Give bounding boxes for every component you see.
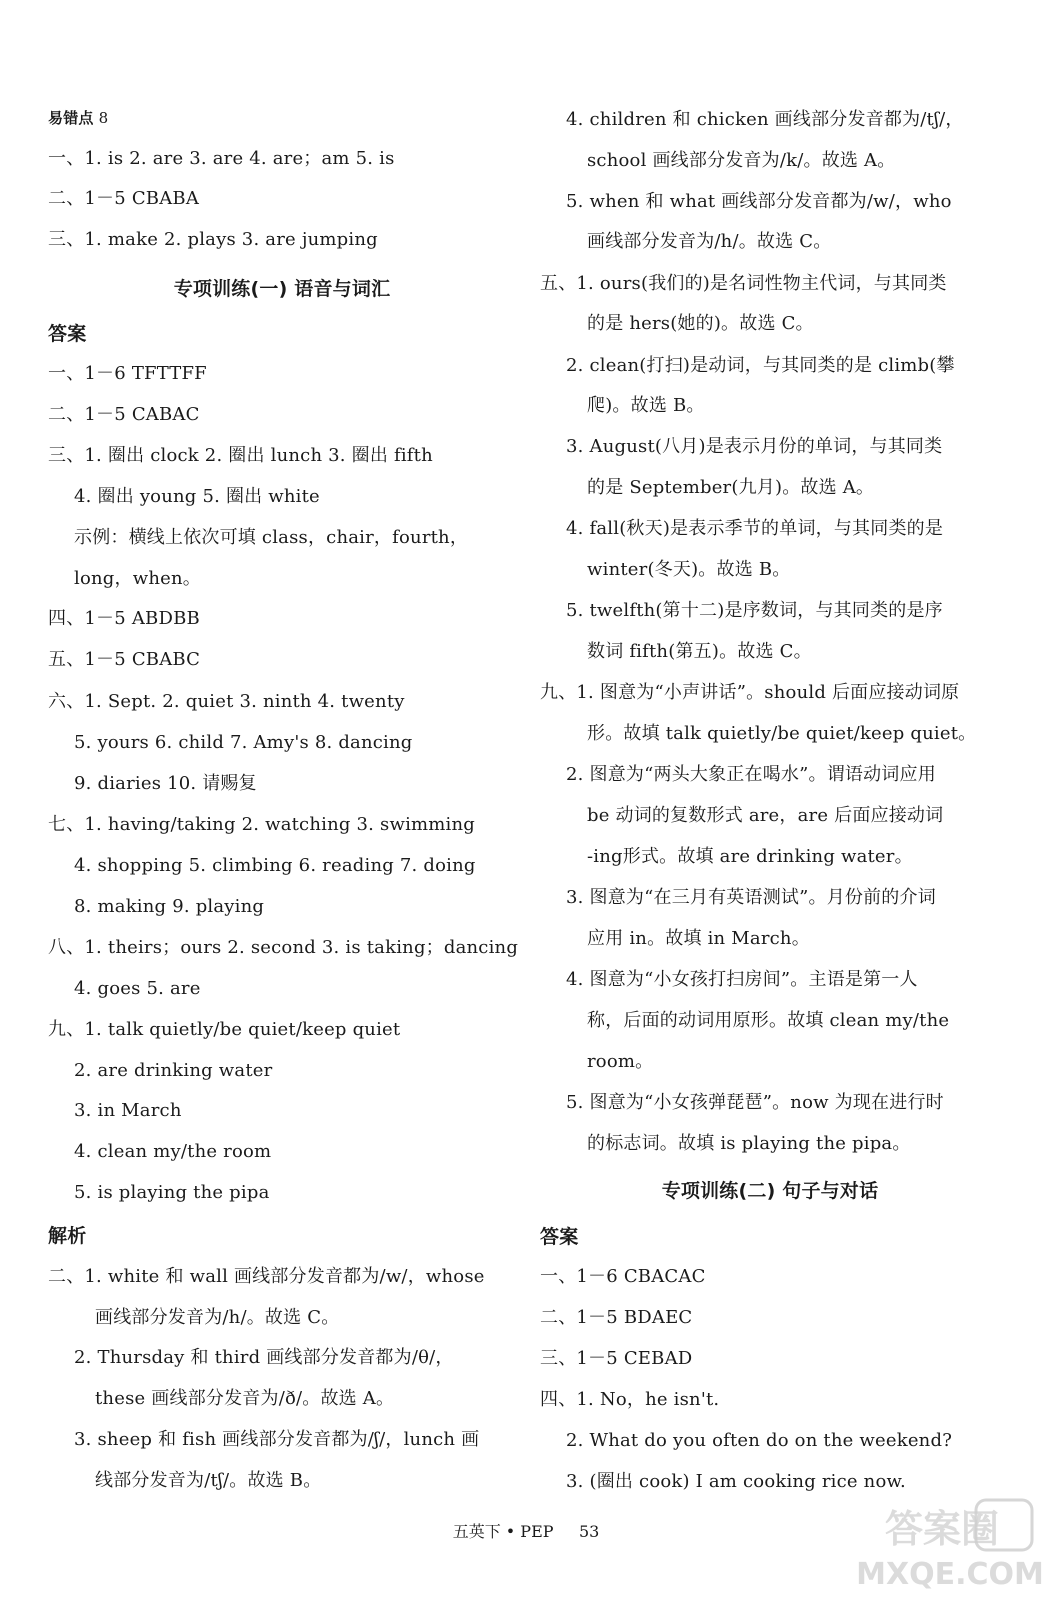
analysis-line: 爬)。故选 B。 (587, 395, 705, 416)
analysis-line: school 画线部分发音为/k/。故选 A。 (587, 150, 896, 171)
analysis-line: 5. twelfth(第十二)是序数词，与其同类的是序 (566, 600, 943, 621)
page-number: 53 (578, 1522, 600, 1541)
answer-line: long，when。 (74, 568, 201, 589)
analysis-line: 线部分发音为/tʃ/。故选 B。 (95, 1470, 322, 1491)
answer-line: 4. shopping 5. climbing 6. reading 7. doing (74, 855, 476, 876)
section-title-2: 专项训练(二) 句子与对话 (661, 1180, 879, 1202)
answer-line: 2. are drinking water (74, 1060, 273, 1081)
analysis-line: 九、1. 图意为“小声讲话”。should 后面应接动词原 (540, 682, 960, 703)
analysis-line: 4. fall(秋天)是表示季节的单词，与其同类的是 (566, 518, 944, 539)
answer-line: 4. clean my/the room (74, 1141, 272, 1162)
analysis-line: 3. 图意为“在三月有英语测试”。月份前的介词 (566, 887, 936, 908)
analysis-line: winter(冬天)。故选 B。 (587, 559, 791, 580)
analysis-line: 3. sheep 和 fish 画线部分发音都为/ʃ/，lunch 画 (74, 1429, 480, 1450)
analysis-label: 解析 (48, 1225, 87, 1247)
answer-line: 示例：横线上依次可填 class，chair，fourth， (74, 527, 469, 548)
watermark-logo (856, 1496, 1044, 1594)
analysis-line: 2. 图意为“两头大象正在喝水”。谓语动词应用 (566, 764, 936, 785)
answer-line: 4. 圈出 young 5. 圈出 white (74, 486, 320, 507)
answer-line: 3. in March (74, 1100, 182, 1121)
answer-line: 九、1. talk quietly/be quiet/keep quiet (48, 1019, 401, 1040)
analysis-line: 画线部分发音为/h/。故选 C。 (95, 1307, 340, 1328)
analysis-line: 数词 fifth(第五)。故选 C。 (587, 641, 812, 662)
analysis-line: -ing形式。故填 are drinking water。 (587, 846, 913, 867)
analysis-line: these 画线部分发音为/ð/。故选 A。 (95, 1388, 395, 1409)
answers-label: 答案 (48, 323, 87, 345)
analysis-line: 2. Thursday 和 third 画线部分发音都为/θ/， (74, 1347, 454, 1368)
answer-line: 二、1－5 BDAEC (540, 1307, 693, 1328)
answer-line: 二、1－5 CBABA (48, 188, 200, 209)
section-title-1: 专项训练(一) 语音与词汇 (173, 278, 391, 300)
answer-line: 3. (圈出 cook) I am cooking rice now. (566, 1471, 906, 1492)
analysis-line: 二、1. white 和 wall 画线部分发音都为/w/，whose (48, 1266, 485, 1287)
answer-line: 一、1. is 2. are 3. are 4. are；am 5. is (48, 148, 395, 169)
error-prone-note: 易错点 8 (48, 109, 109, 127)
answer-line: 2. What do you often do on the weekend? (566, 1430, 953, 1451)
answer-line: 八、1. theirs；ours 2. second 3. is taking；dancing (48, 937, 519, 958)
answer-line: 二、1－5 CABAC (48, 404, 200, 425)
analysis-line: 的标志词。故填 is playing the pipa。 (587, 1133, 911, 1154)
analysis-line: 的是 hers(她的)。故选 C。 (587, 313, 814, 334)
answer-line: 四、1. No，he isn't. (540, 1389, 720, 1410)
analysis-line: 的是 September(九月)。故选 A。 (587, 477, 875, 498)
answer-line: 9. diaries 10. 请赐复 (74, 773, 257, 794)
answer-line: 5. is playing the pipa (74, 1182, 270, 1203)
analysis-line: 4. children 和 chicken 画线部分发音都为/tʃ/， (566, 109, 964, 130)
answer-line: 一、1－6 TFTTFF (48, 363, 207, 384)
answer-line: 三、1. 圈出 clock 2. 圈出 lunch 3. 圈出 fifth (48, 445, 433, 466)
analysis-line: 5. 图意为“小女孩弹琵琶”。now 为现在进行时 (566, 1092, 944, 1113)
analysis-line: 2. clean(打扫)是动词，与其同类的是 climb(攀 (566, 355, 955, 376)
analysis-line: room。 (587, 1051, 654, 1072)
watermark-top-text: 答案圈 (884, 1507, 1000, 1551)
answer-line: 5. yours 6. child 7. Amy's 8. dancing (74, 732, 413, 753)
analysis-line: 5. when 和 what 画线部分发音都为/w/，who (566, 191, 952, 212)
answer-line: 六、1. Sept. 2. quiet 3. ninth 4. twenty (48, 691, 405, 712)
analysis-line: 称，后面的动词用原形。故填 clean my/the (587, 1010, 950, 1031)
analysis-line: 五、1. ours(我们的)是名词性物主代词，与其同类 (540, 273, 947, 294)
analysis-line: 4. 图意为“小女孩打扫房间”。主语是第一人 (566, 969, 918, 990)
analysis-line: be 动词的复数形式 are，are 后面应接动词 (587, 805, 944, 826)
analysis-line: 3. August(八月)是表示月份的单词，与其同类 (566, 436, 943, 457)
analysis-line: 画线部分发音为/h/。故选 C。 (587, 231, 832, 252)
book-label: 五英下 • PEP (452, 1522, 554, 1541)
watermark-bottom-text: MXQE.COM (856, 1557, 1044, 1592)
answer-line: 一、1－6 CBACAC (540, 1266, 706, 1287)
analysis-line: 形。故填 talk quietly/be quiet/keep quiet。 (587, 723, 977, 744)
answer-line: 8. making 9. playing (74, 896, 265, 917)
analysis-line: 应用 in。故填 in March。 (587, 928, 810, 949)
answer-line: 四、1－5 ABDBB (48, 608, 200, 629)
answer-line: 4. goes 5. are (74, 978, 201, 999)
answers-label: 答案 (540, 1226, 579, 1248)
answer-line: 七、1. having/taking 2. watching 3. swimming (48, 814, 476, 835)
answer-line: 三、1. make 2. plays 3. are jumping (48, 229, 378, 250)
answer-line: 五、1－5 CBABC (48, 649, 201, 670)
answer-line: 三、1－5 CEBAD (540, 1348, 693, 1369)
